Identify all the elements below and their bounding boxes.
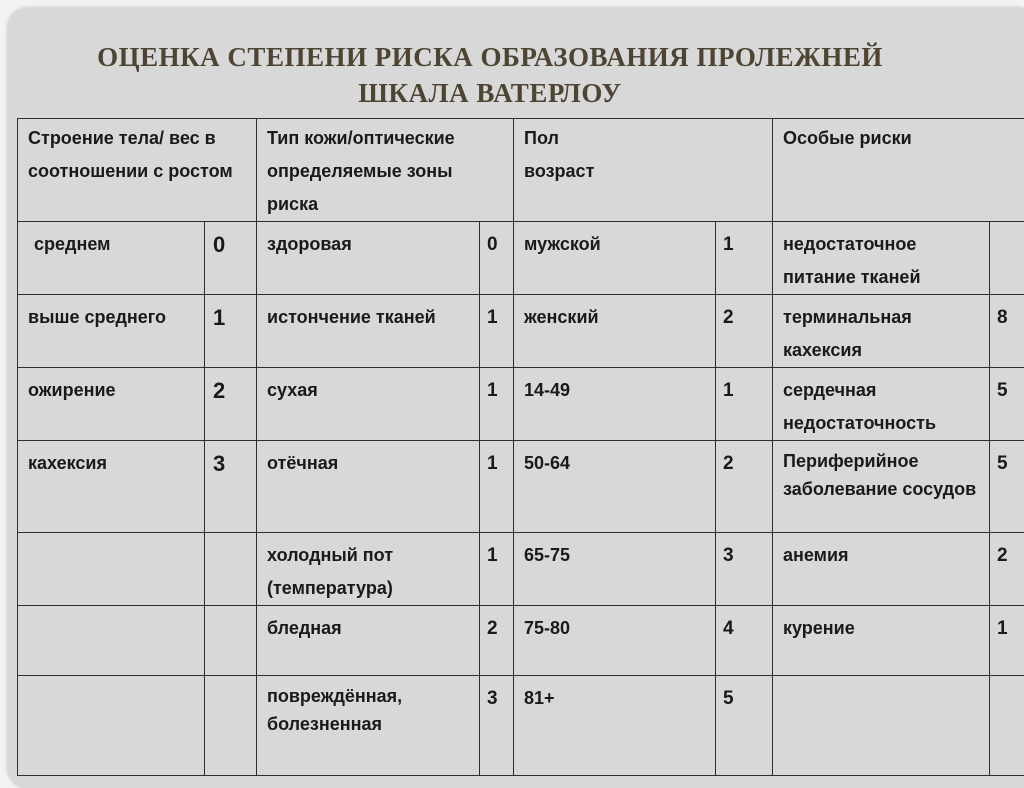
skin-score: 0 bbox=[480, 222, 514, 295]
slide-title: ОЦЕНКА СТЕПЕНИ РИСКА ОБРАЗОВАНИЯ ПРОЛЕЖНЕЙ bbox=[0, 42, 980, 73]
body-score: 1 bbox=[205, 295, 257, 368]
body-label: ожирение bbox=[18, 368, 205, 441]
body-label: кахексия bbox=[18, 441, 205, 533]
header-age: возраст bbox=[524, 161, 594, 181]
risk-score bbox=[990, 222, 1024, 295]
table-row bbox=[18, 222, 1024, 295]
skin-score: 1 bbox=[480, 441, 514, 533]
risk-label: недостаточное питание тканей bbox=[773, 222, 990, 295]
sex-age-label: 75-80 bbox=[514, 606, 716, 676]
header-sex: Пол bbox=[524, 128, 559, 148]
body-score: 3 bbox=[205, 441, 257, 533]
body-label bbox=[18, 676, 205, 776]
table-row bbox=[18, 295, 1024, 368]
body-score: 2 bbox=[205, 368, 257, 441]
skin-score: 1 bbox=[480, 533, 514, 606]
risk-score: 8 bbox=[990, 295, 1024, 368]
risk-score bbox=[990, 676, 1024, 776]
skin-score: 3 bbox=[480, 676, 514, 776]
skin-label: повреждённая, болезненная bbox=[257, 676, 480, 776]
header-skin-type: Тип кожи/оптические определяемые зоны риска bbox=[257, 119, 514, 222]
table-row bbox=[18, 676, 1024, 776]
slide-subtitle: ШКАЛА ВАТЕРЛОУ bbox=[0, 78, 980, 109]
skin-label: отёчная bbox=[257, 441, 480, 533]
table-row bbox=[18, 368, 1024, 441]
sex-age-label: 14-49 bbox=[514, 368, 716, 441]
body-label bbox=[18, 606, 205, 676]
body-score bbox=[205, 676, 257, 776]
body-score: 0 bbox=[205, 222, 257, 295]
body-score bbox=[205, 606, 257, 676]
skin-score: 2 bbox=[480, 606, 514, 676]
skin-label: здоровая bbox=[257, 222, 480, 295]
table-row bbox=[18, 533, 1024, 606]
risk-label: курение bbox=[773, 606, 990, 676]
sex-age-score: 1 bbox=[716, 222, 773, 295]
risk-label: терминальная кахексия bbox=[773, 295, 990, 368]
skin-score: 1 bbox=[480, 295, 514, 368]
sex-age-score: 4 bbox=[716, 606, 773, 676]
skin-score: 1 bbox=[480, 368, 514, 441]
body-label bbox=[18, 533, 205, 606]
skin-label: истончение тканей bbox=[257, 295, 480, 368]
table-row bbox=[18, 606, 1024, 676]
risk-label: сердечная недостаточность bbox=[773, 368, 990, 441]
sex-age-score: 2 bbox=[716, 441, 773, 533]
header-special-risks: Особые риски bbox=[773, 119, 1024, 222]
header-sex-age bbox=[514, 119, 773, 222]
sex-age-score: 2 bbox=[716, 295, 773, 368]
sex-age-label: 81+ bbox=[514, 676, 716, 776]
header-row bbox=[18, 119, 1024, 222]
sex-age-label: мужской bbox=[514, 222, 716, 295]
risk-label bbox=[773, 676, 990, 776]
sex-age-label: женский bbox=[514, 295, 716, 368]
sex-age-label: 65-75 bbox=[514, 533, 716, 606]
sex-age-label: 50-64 bbox=[514, 441, 716, 533]
body-label: среднем bbox=[18, 222, 205, 295]
skin-label: сухая bbox=[257, 368, 480, 441]
body-label: выше среднего bbox=[18, 295, 205, 368]
risk-score: 5 bbox=[990, 368, 1024, 441]
risk-score: 5 bbox=[990, 441, 1024, 533]
header-body-type: Строение тела/ вес в соотношении с ростом bbox=[18, 119, 257, 222]
table-row bbox=[18, 441, 1024, 533]
risk-label: Периферийное заболевание сосудов bbox=[773, 441, 990, 533]
sex-age-score: 3 bbox=[716, 533, 773, 606]
body-score bbox=[205, 533, 257, 606]
risk-label: анемия bbox=[773, 533, 990, 606]
waterlow-scale-table bbox=[17, 118, 1024, 776]
risk-score: 2 bbox=[990, 533, 1024, 606]
skin-label: холодный пот (температура) bbox=[257, 533, 480, 606]
risk-score: 1 bbox=[990, 606, 1024, 676]
skin-label: бледная bbox=[257, 606, 480, 676]
sex-age-score: 1 bbox=[716, 368, 773, 441]
sex-age-score: 5 bbox=[716, 676, 773, 776]
